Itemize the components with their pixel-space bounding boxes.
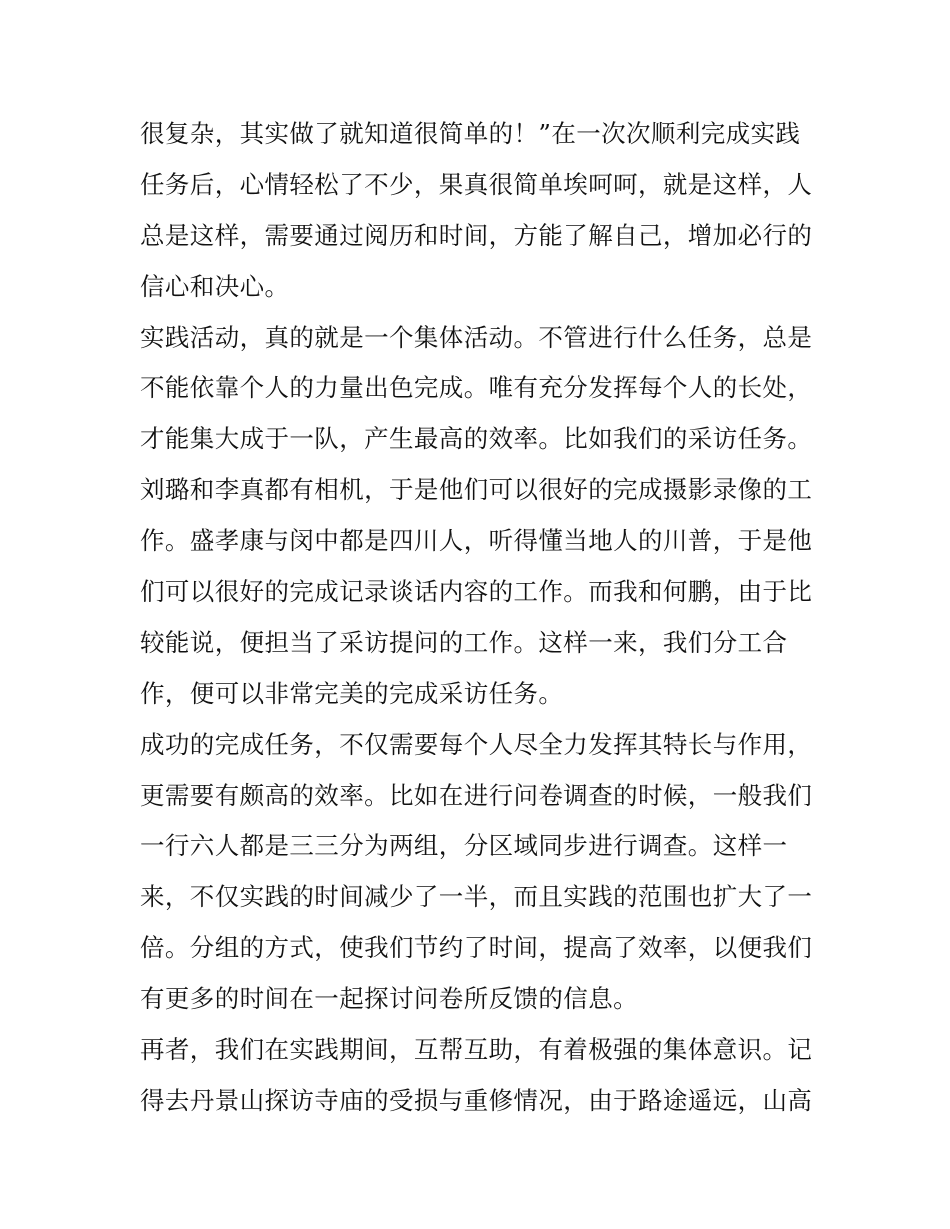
- text-line: 一行六人都是三三分为两组，分区域同步进行调查。这样一: [140, 831, 788, 861]
- text-line: 来，不仅实践的时间减少了一半，而且实践的范围也扩大了一: [140, 882, 813, 912]
- text-line: 有更多的时间在一起探讨问卷所反馈的信息。: [140, 984, 638, 1014]
- text-line: 作，便可以非常完美的完成采访任务。: [140, 678, 564, 708]
- text-line: 很复杂，其实做了就知道很简单的！”在一次次顺利完成实践: [140, 119, 801, 148]
- text-line: 实践活动，真的就是一个集体活动。不管进行什么任务，总是: [140, 322, 813, 352]
- text-line: 较能说，便担当了采访提问的工作。这样一来，我们分工合: [140, 627, 788, 657]
- text-line: 才能集大成于一队，产生最高的效率。比如我们的采访任务。: [140, 424, 813, 454]
- text-line: 作。盛孝康与闵中都是四川人，听得懂当地人的川普，于是他: [140, 526, 813, 556]
- text-line: 刘璐和李真都有相机，于是他们可以很好的完成摄影录像的工: [140, 475, 813, 505]
- text-line: 倍。分组的方式，使我们节约了时间，提高了效率，以便我们: [140, 933, 813, 963]
- text-line: 信心和决心。: [140, 271, 290, 301]
- text-line: 得去丹景山探访寺庙的受损与重修情况，由于路途遥远，山高: [140, 1085, 813, 1115]
- text-line: 们可以很好的完成记录谈话内容的工作。而我和何鹏，由于比: [140, 577, 813, 607]
- text-line: 总是这样，需要通过阅历和时间，方能了解自己，增加必行的: [140, 220, 813, 250]
- body-text: [140, 109, 830, 1127]
- text-line: 再者，我们在实践期间，互帮互助，有着极强的集体意识。记: [140, 1035, 813, 1065]
- text-line: 不能依靠个人的力量出色完成。唯有充分发挥每个人的长处，: [140, 373, 813, 403]
- text-line: 更需要有颇高的效率。比如在进行问卷调查的时候，一般我们: [140, 780, 813, 810]
- text-line: 成功的完成任务，不仅需要每个人尽全力发挥其特长与作用，: [140, 729, 813, 759]
- text-line: 任务后，心情轻松了不少，果真很简单埃呵呵，就是这样，人: [140, 169, 813, 199]
